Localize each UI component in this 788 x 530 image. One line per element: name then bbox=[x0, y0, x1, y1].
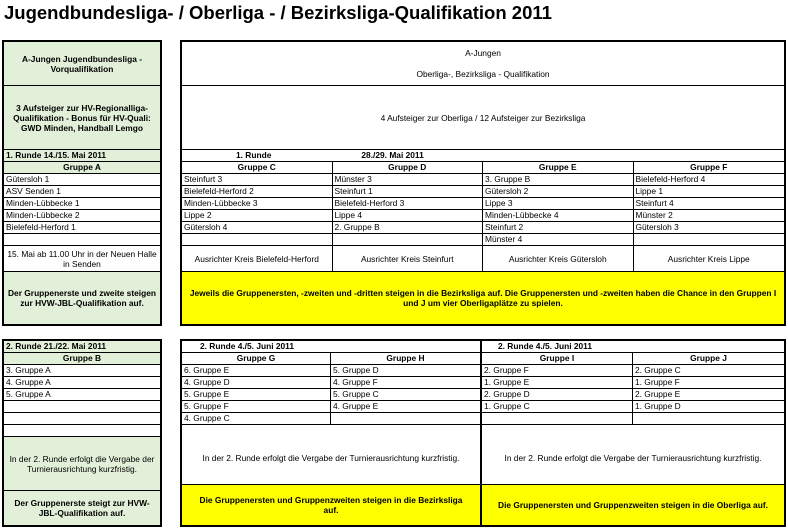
group-c-host: Ausrichter Kreis Bielefeld-Herford bbox=[182, 246, 333, 272]
team-cell: Gütersloh 1 bbox=[4, 174, 160, 186]
team-cell: 3. Gruppe B bbox=[483, 174, 634, 186]
group-a-note: Der Gruppenerste und zweite steigen zur HVW-JBL-Qualifikation auf. bbox=[4, 272, 160, 324]
team-cell: Bielefeld-Herford 2 bbox=[182, 186, 333, 198]
group-h-title: Gruppe H bbox=[331, 353, 480, 365]
group-f-title: Gruppe F bbox=[634, 162, 785, 174]
group-a-host: 15. Mai ab 11.00 Uhr in der Neuen Halle in Senden bbox=[4, 246, 160, 272]
round-2-oberliga-note: Die Gruppenersten und Gruppenzweiten steigen in die Oberliga auf. bbox=[482, 485, 784, 525]
round-2-oberliga-panel bbox=[482, 339, 786, 527]
team-cell bbox=[633, 413, 784, 425]
team-cell: Bielefeld-Herford 4 bbox=[634, 174, 785, 186]
team-cell: 2. Gruppe B bbox=[333, 222, 484, 234]
team-cell: Münster 4 bbox=[483, 234, 634, 246]
team-cell bbox=[331, 413, 480, 425]
team-cell: Gütersloh 4 bbox=[182, 222, 333, 234]
team-cell: Steinfurt 2 bbox=[483, 222, 634, 234]
round-2-host: In der 2. Runde erfolgt die Vergabe der Turnierausrichtung kurzfristig. bbox=[482, 431, 784, 485]
round-1-date: 1. Runde 14./15. Mai 2011 bbox=[4, 150, 160, 162]
page-title: Jugendbundesliga- / Oberliga - / Bezirksliga-Qualifikation 2011 bbox=[4, 2, 552, 23]
team-cell: Lippe 1 bbox=[634, 186, 785, 198]
group-e-host: Ausrichter Kreis Gütersloh bbox=[483, 246, 634, 272]
team-cell bbox=[333, 234, 484, 246]
team-cell: Bielefeld-Herford 1 bbox=[4, 222, 160, 234]
team-cell: Minden-Lübbecke 4 bbox=[483, 210, 634, 222]
team-cell: 3. Gruppe A bbox=[4, 365, 160, 377]
team-cell: 1. Gruppe C bbox=[482, 401, 633, 413]
team-cell: 1. Gruppe F bbox=[633, 377, 784, 389]
round-2-bezirksliga-note: Die Gruppenersten und Gruppenzweiten steigen in die Bezirksliga auf. bbox=[182, 485, 480, 525]
round-2-date: 2. Runde 4./5. Juni 2011 bbox=[182, 341, 480, 353]
team-cell: 2. Gruppe E bbox=[633, 389, 784, 401]
team-cell: Minden-Lübbecke 2 bbox=[4, 210, 160, 222]
team-cell bbox=[4, 234, 160, 246]
round-1-label: 1. Runde bbox=[236, 150, 272, 160]
group-a-title: Gruppe A bbox=[4, 162, 160, 174]
group-b-title: Gruppe B bbox=[4, 353, 160, 365]
team-cell: 5. Gruppe C bbox=[331, 389, 480, 401]
team-cell bbox=[4, 413, 160, 425]
group-d-title: Gruppe D bbox=[333, 162, 484, 174]
round-1-panel bbox=[180, 40, 786, 326]
team-cell: Bielefeld-Herford 3 bbox=[333, 198, 484, 210]
team-cell: 4. Gruppe E bbox=[331, 401, 480, 413]
team-cell: 4. Gruppe F bbox=[331, 377, 480, 389]
team-cell: Minden-Lübbecke 1 bbox=[4, 198, 160, 210]
promotion-summary: 4 Aufsteiger zur Oberliga / 12 Aufsteiger zur Bezirksliga bbox=[182, 86, 784, 150]
team-cell: Gütersloh 3 bbox=[634, 222, 785, 234]
group-d-host: Ausrichter Kreis Steinfurt bbox=[333, 246, 484, 272]
team-cell bbox=[4, 425, 160, 437]
team-cell: Lippe 2 bbox=[182, 210, 333, 222]
team-cell: 5. Gruppe D bbox=[331, 365, 480, 377]
age-class: A-Jungen bbox=[465, 47, 501, 58]
team-cell: Lippe 4 bbox=[333, 210, 484, 222]
group-e-title: Gruppe E bbox=[483, 162, 634, 174]
group-a-panel bbox=[2, 40, 162, 326]
group-b-host: In der 2. Runde erfolgt die Vergabe der Turnierausrichtung kurzfristig. bbox=[4, 437, 160, 491]
team-cell: Münster 2 bbox=[634, 210, 785, 222]
team-cell bbox=[634, 234, 785, 246]
team-cell: Münster 3 bbox=[333, 174, 484, 186]
team-cell: ASV Senden 1 bbox=[4, 186, 160, 198]
team-cell: Steinfurt 4 bbox=[634, 198, 785, 210]
team-cell: Gütersloh 2 bbox=[483, 186, 634, 198]
qualification-name: Oberliga-, Bezirksliga - Qualifikation bbox=[416, 69, 550, 80]
round-2-date: 2. Runde 21./22. Mai 2011 bbox=[4, 341, 160, 353]
team-cell: 6. Gruppe E bbox=[182, 365, 331, 377]
group-b-panel bbox=[2, 339, 162, 527]
vorqualifikation-info: A-Jungen Jugendbundesliga - Vorqualifikation bbox=[4, 42, 160, 86]
round-2-host: In der 2. Runde erfolgt die Vergabe der Turnierausrichtung kurzfristig. bbox=[182, 431, 480, 485]
round-1-note: Jeweils die Gruppenersten, -zweiten und -dritten steigen in die Bezirksliga auf. Die Gruppenersten und -zweiten haben die Chance in den Gruppen I und J um vier Oberligaplätze zu spielen. bbox=[182, 272, 784, 324]
group-b-note: Der Gruppenerste steigt zur HVW-JBL-Qualifikation auf. bbox=[4, 491, 160, 525]
team-cell: 5. Gruppe A bbox=[4, 389, 160, 401]
round-1-date: 28./29. Mai 2011 bbox=[361, 150, 424, 160]
team-cell: 2. Gruppe F bbox=[482, 365, 633, 377]
team-cell: 1. Gruppe D bbox=[633, 401, 784, 413]
group-j-title: Gruppe J bbox=[633, 353, 784, 365]
round-2-date: 2. Runde 4./5. Juni 2011 bbox=[482, 341, 784, 353]
team-cell: 1. Gruppe E bbox=[482, 377, 633, 389]
group-g-title: Gruppe G bbox=[182, 353, 331, 365]
competition-header bbox=[182, 42, 784, 86]
team-cell bbox=[482, 413, 633, 425]
team-cell: 2. Gruppe D bbox=[482, 389, 633, 401]
team-cell: 4. Gruppe A bbox=[4, 377, 160, 389]
team-cell: 2. Gruppe C bbox=[633, 365, 784, 377]
team-cell: Steinfurt 3 bbox=[182, 174, 333, 186]
group-i-title: Gruppe I bbox=[482, 353, 633, 365]
team-cell: Minden-Lübbecke 3 bbox=[182, 198, 333, 210]
team-cell bbox=[4, 401, 160, 413]
team-cell: 5. Gruppe F bbox=[182, 401, 331, 413]
team-cell: Steinfurt 1 bbox=[333, 186, 484, 198]
group-f-host: Ausrichter Kreis Lippe bbox=[634, 246, 785, 272]
team-cell bbox=[182, 234, 333, 246]
team-cell: 5. Gruppe E bbox=[182, 389, 331, 401]
round-2-bezirksliga-panel bbox=[180, 339, 482, 527]
team-cell: 4. Gruppe D bbox=[182, 377, 331, 389]
group-c-title: Gruppe C bbox=[182, 162, 333, 174]
regionalliga-info: 3 Aufsteiger zur HV-Regionalliga-Qualifikation - Bonus für HV-Quali: GWD Minden, Handball Lemgo bbox=[4, 86, 160, 150]
team-cell: 4. Gruppe C bbox=[182, 413, 331, 425]
team-cell: Lippe 3 bbox=[483, 198, 634, 210]
round-1-header bbox=[182, 150, 784, 162]
